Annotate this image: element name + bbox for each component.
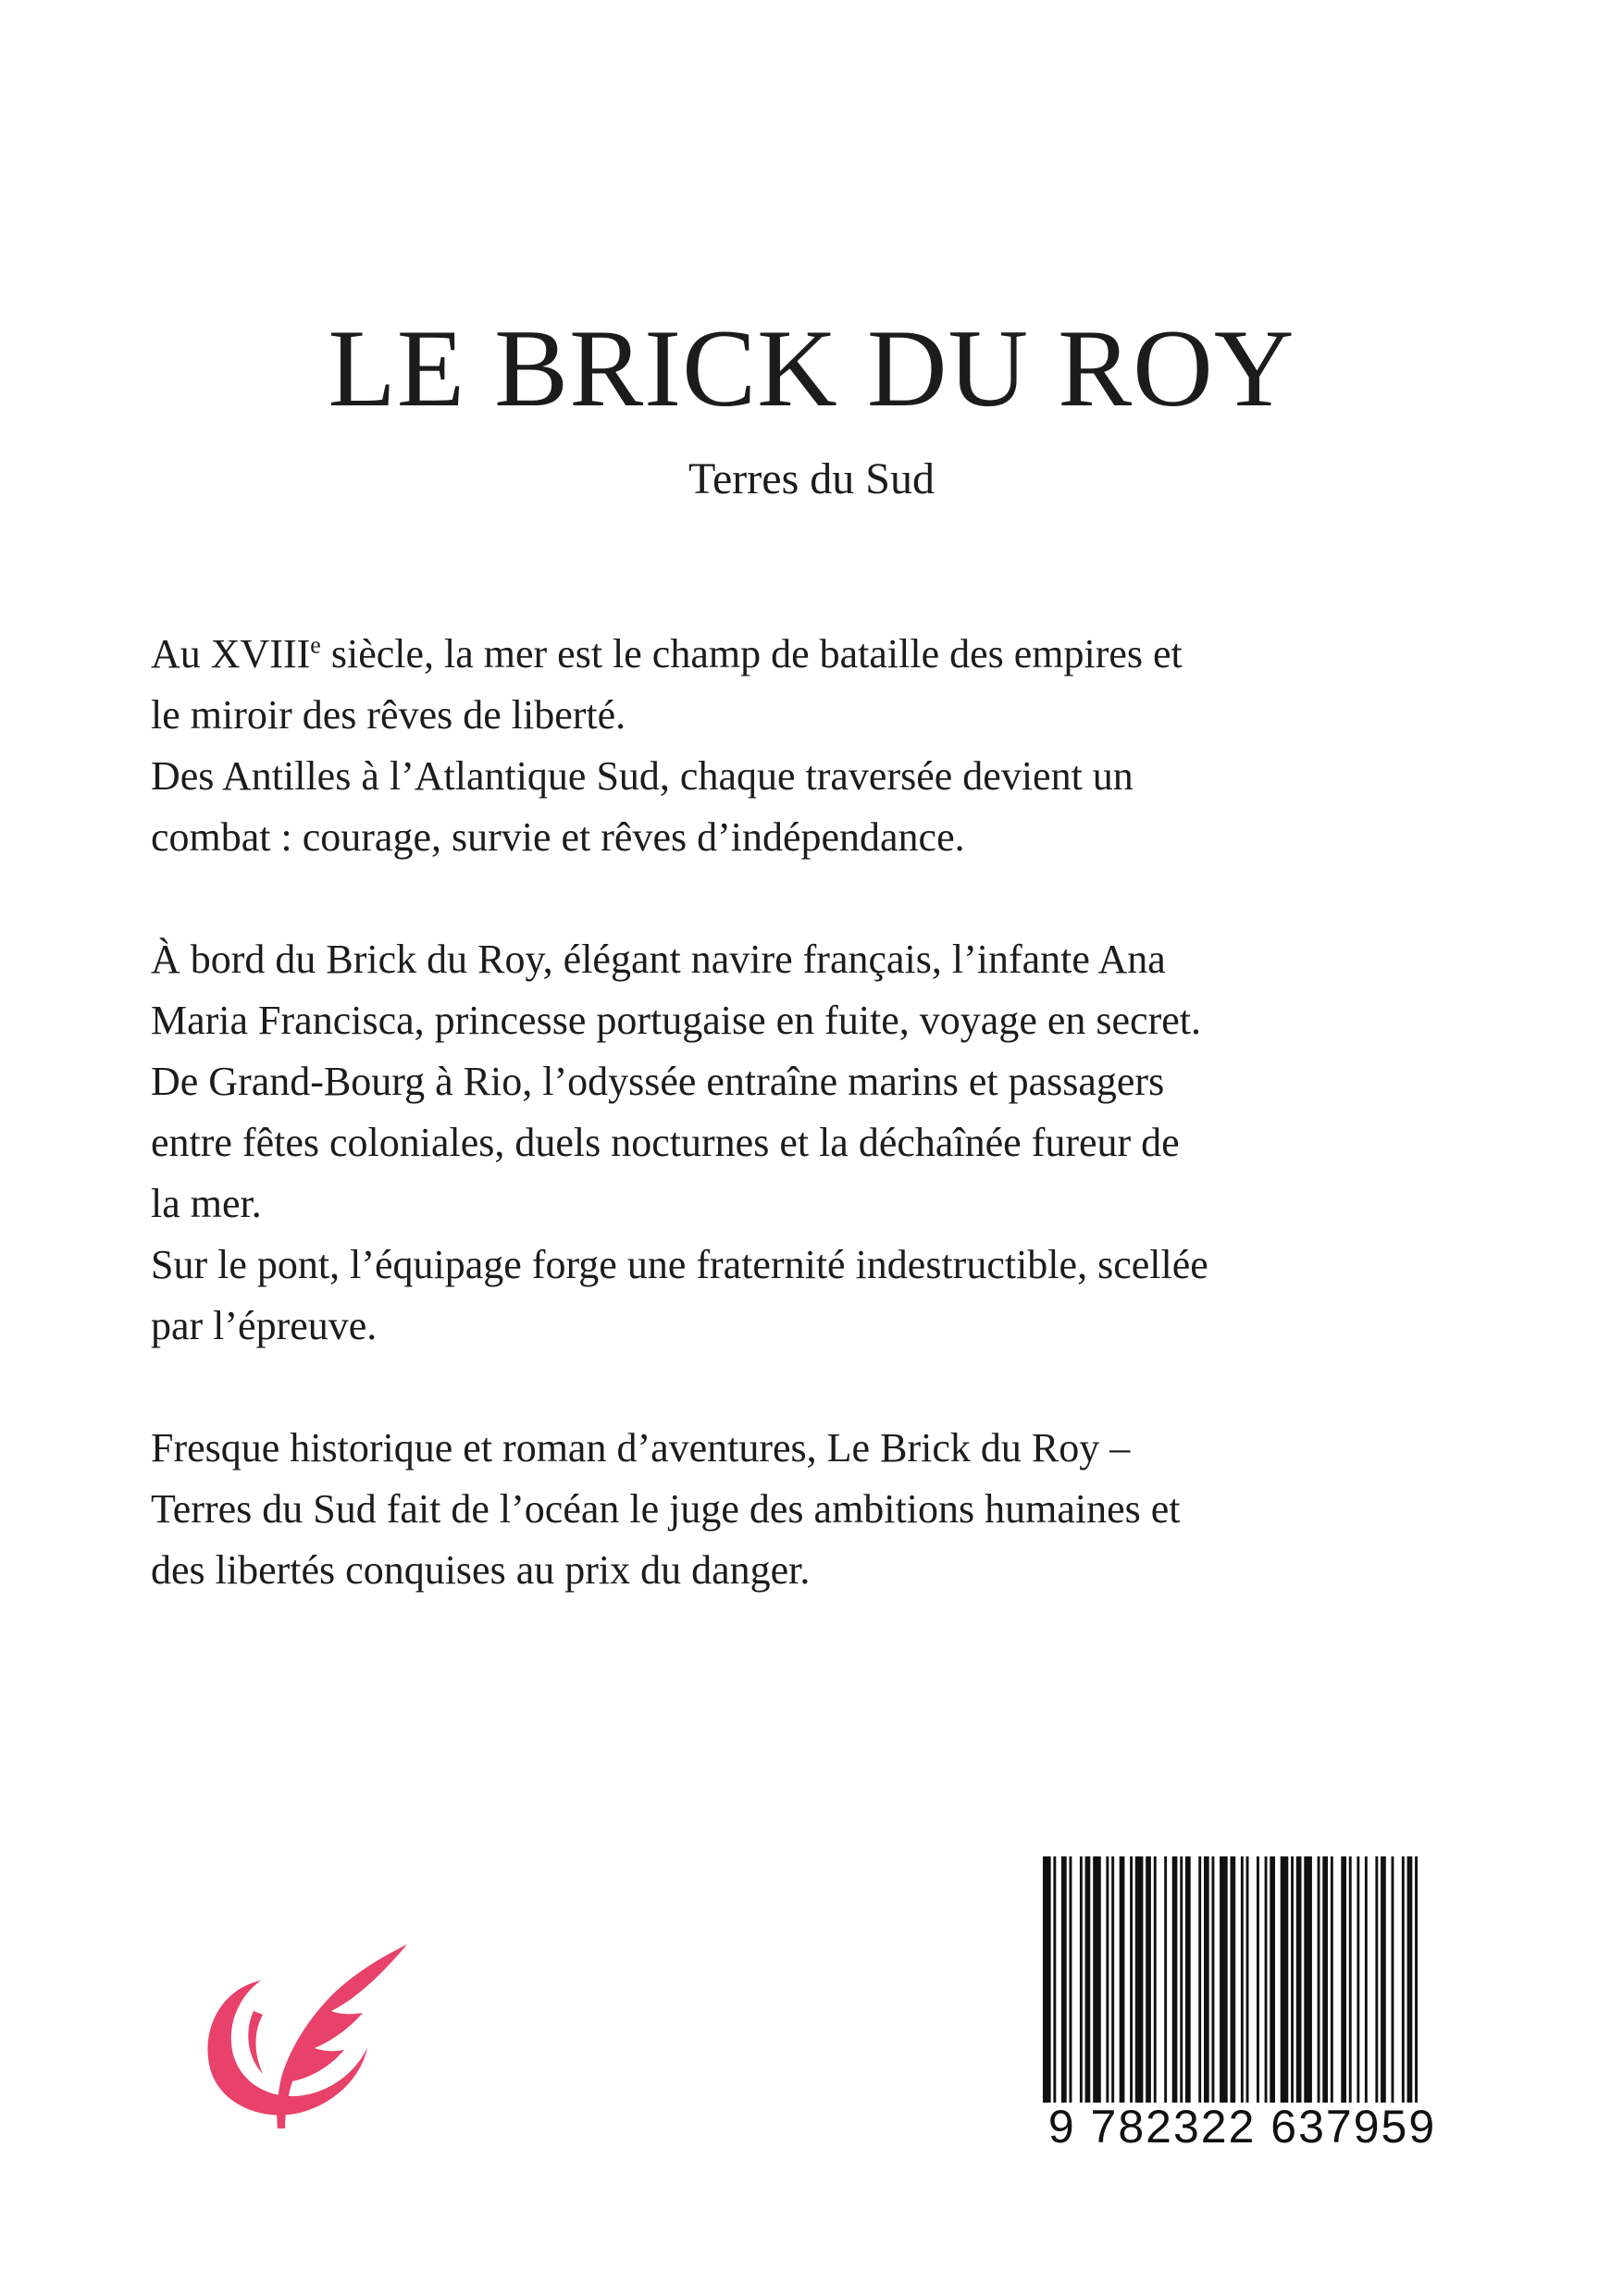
blurb-line <box>151 624 1463 685</box>
blurb-paragraph-1 <box>151 624 1463 868</box>
blurb-paragraph-2 <box>151 929 1463 1357</box>
blurb-line: le miroir des rêves de liberté. <box>151 692 626 738</box>
blurb-line: Sur le pont, l’équipage forge une fraternité indestructible, scellée <box>151 1242 1208 1287</box>
blurb-line: la mer. <box>151 1181 262 1226</box>
blurb-line: De Grand-Bourg à Rio, l’odyssée entraîne marins et passagers <box>151 1059 1165 1104</box>
publisher-logo-svg <box>196 1939 418 2142</box>
blurb <box>151 624 1463 1601</box>
blurb-text: siècle, la mer est le champ de bataille des empires et <box>320 631 1183 676</box>
blurb-text: Au XVIII <box>151 631 311 676</box>
blurb-paragraph-3 <box>151 1418 1463 1601</box>
blurb-line: Des Antilles à l’Atlantique Sud, chaque traversée devient un <box>151 753 1134 799</box>
isbn-number: 9 782322 637959 <box>1047 2101 1437 2153</box>
blurb-line: par l’épreuve. <box>151 1303 378 1348</box>
blurb-line: Terres du Sud fait de l’océan le juge des ambitions humaines et <box>151 1486 1181 1532</box>
book-subtitle: Terres du Sud <box>688 454 935 503</box>
blurb-line: Fresque historique et roman d’aventures, Le Brick du Roy – <box>151 1425 1131 1471</box>
blurb-line: combat : courage, survie et rêves d’indépendance. <box>151 814 965 860</box>
quill-feather-logo-icon <box>196 1939 418 2142</box>
book-title: LE BRICK DU ROY <box>328 306 1295 429</box>
superscript: e <box>310 631 321 659</box>
blurb-line: entre fêtes coloniales, duels nocturnes et la déchaînée fureur de <box>151 1120 1180 1165</box>
isbn-barcode <box>1022 1856 1462 2162</box>
blurb-line: À bord du Brick du Roy, élégant navire français, l’infante Ana <box>151 937 1166 982</box>
blurb-line: Maria Francisca, princesse portugaise en fuite, voyage en secret. <box>151 998 1201 1043</box>
blurb-line: des libertés conquises au prix du danger. <box>151 1547 811 1593</box>
logo-shapes <box>207 1944 407 2128</box>
